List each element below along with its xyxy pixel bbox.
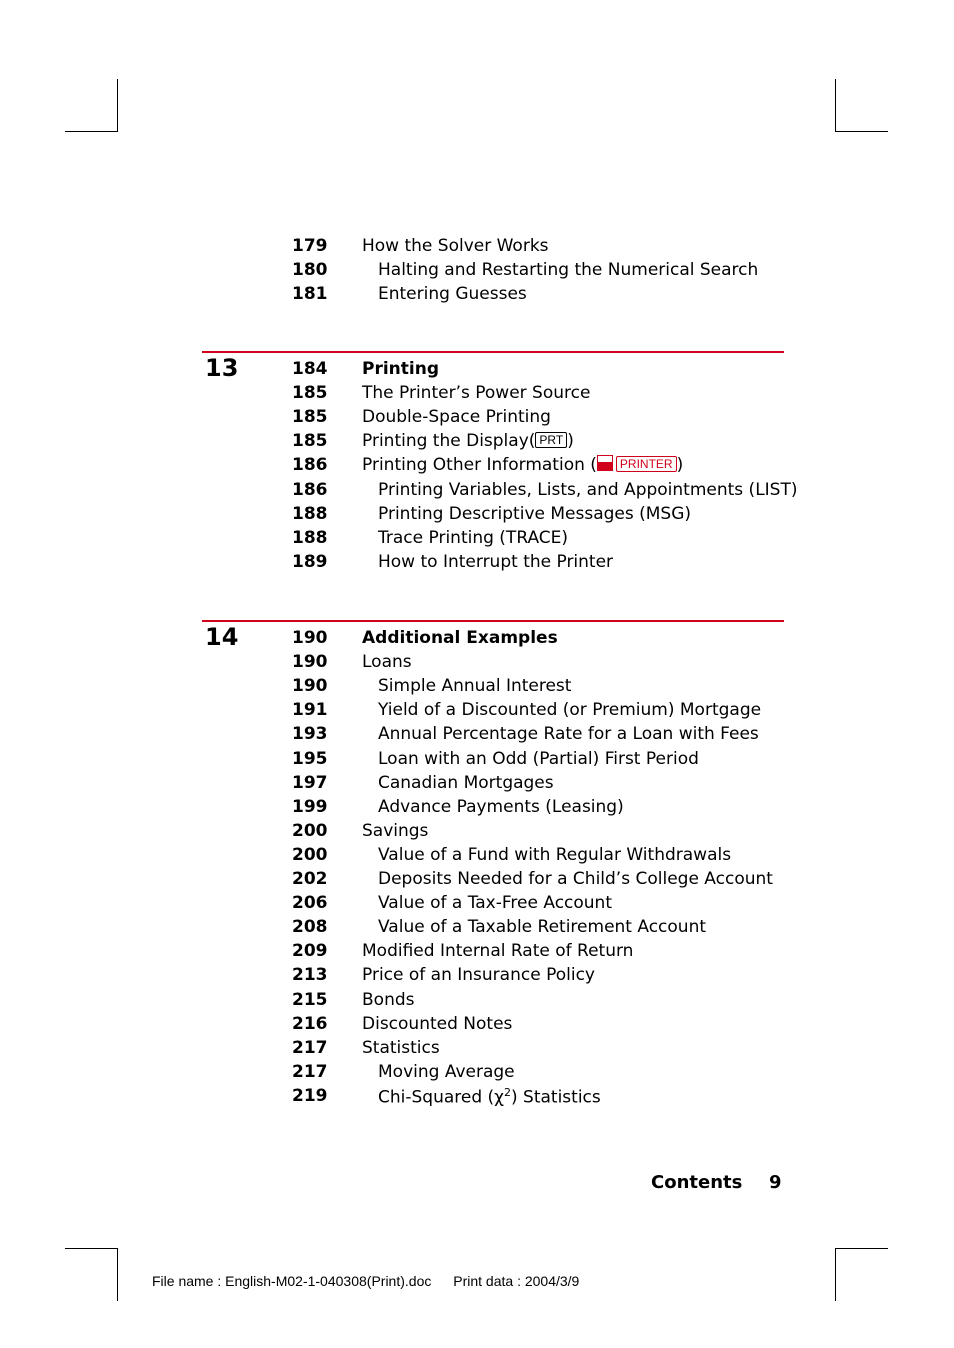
toc-page-number: 185 <box>292 407 328 428</box>
toc-entry-title: Loans <box>362 652 412 673</box>
toc-entry-title: Bonds <box>362 989 415 1010</box>
toc-entry-title: Discounted Notes <box>362 1013 513 1034</box>
toc-title-suffix: ) Statistics <box>511 1087 601 1108</box>
toc-page-number: 190 <box>292 676 328 697</box>
toc-title-prefix: Printing the Display( <box>362 431 536 452</box>
toc-entry-title: Price of an Insurance Policy <box>362 965 595 986</box>
toc-page-number: 209 <box>292 941 328 962</box>
crop-mark-top-right-v <box>835 79 836 132</box>
toc-page-number: 185 <box>292 431 328 452</box>
toc-title-suffix: ) <box>567 431 574 452</box>
toc-page-number: 208 <box>292 917 328 938</box>
crop-mark-bottom-left-v <box>117 1248 118 1301</box>
toc-page-number: 190 <box>292 652 328 673</box>
toc-entry-title: Printing <box>362 359 439 379</box>
superscript: 2 <box>504 1085 511 1099</box>
toc-entry-title: Simple Annual Interest <box>378 676 572 697</box>
toc-entry-title: Value of a Tax-Free Account <box>378 893 612 914</box>
toc-entry-title: Modified Internal Rate of Return <box>362 941 634 962</box>
file-name: File name : English-M02-1-040308(Print).doc <box>152 1273 432 1289</box>
toc-entry-title: Printing Variables, Lists, and Appointments (LIST) <box>378 479 798 500</box>
toc-entry-title: Loan with an Odd (Partial) First Period <box>378 748 699 769</box>
toc-page-number: 200 <box>292 820 328 841</box>
toc-entry-title <box>378 1086 601 1108</box>
toc-page-number: 217 <box>292 1037 328 1058</box>
toc-page-number: 206 <box>292 893 328 914</box>
toc-page-number: 195 <box>292 748 328 769</box>
crop-mark-top-right-h <box>835 131 888 132</box>
toc-page-number: 219 <box>292 1085 328 1106</box>
toc-page-number: 180 <box>292 260 328 281</box>
toc-page-number: 186 <box>292 455 328 476</box>
crop-mark-bottom-right-h <box>835 1248 888 1249</box>
toc-entry-title: How the Solver Works <box>362 236 549 256</box>
toc-page-number: 217 <box>292 1061 328 1082</box>
toc-entry-title: Halting and Restarting the Numerical Search <box>378 260 759 281</box>
chapter-rule <box>202 620 784 622</box>
toc-page-number: 184 <box>292 359 328 379</box>
toc-entry-title: Printing Descriptive Messages (MSG) <box>378 503 692 524</box>
shift-key-icon <box>597 455 613 471</box>
toc-entry-title: Moving Average <box>378 1061 515 1082</box>
toc-entry-title <box>362 431 574 451</box>
toc-entry-title: How to Interrupt the Printer <box>378 551 614 572</box>
toc-entry-title: Canadian Mortgages <box>378 772 554 793</box>
toc-page-number: 188 <box>292 527 328 548</box>
toc-entry-title: Deposits Needed for a Child’s College Account <box>378 869 773 889</box>
footer-page-number: 9 <box>769 1172 782 1193</box>
toc-entry-title: Trace Printing (TRACE) <box>378 527 569 548</box>
file-info <box>152 1273 597 1289</box>
footer-section-title: Contents <box>651 1172 743 1193</box>
toc-page-number: 193 <box>292 724 328 745</box>
toc-page-number: 181 <box>292 284 328 305</box>
toc-page-number: 215 <box>292 989 328 1010</box>
toc-page-number: 179 <box>292 236 328 256</box>
toc-page-number: 186 <box>292 479 328 500</box>
toc-entry-title: Yield of a Discounted (or Premium) Mortgage <box>378 700 762 721</box>
toc-page-number: 213 <box>292 965 328 986</box>
toc-page-number: 200 <box>292 844 328 865</box>
chapter-rule <box>202 351 784 353</box>
crop-mark-top-left-v <box>117 79 118 132</box>
print-date: Print data : 2004/3/9 <box>453 1273 580 1289</box>
toc-entry-title: Double-Space Printing <box>362 407 551 428</box>
prt-key: PRT <box>535 432 567 448</box>
toc-title-prefix: Chi-Squared (χ <box>378 1087 504 1108</box>
toc-entry-title: Entering Guesses <box>378 284 527 305</box>
toc-page-number: 197 <box>292 772 328 793</box>
toc-entry-title <box>362 455 683 475</box>
toc-entry-title: Additional Examples <box>362 628 558 648</box>
crop-mark-bottom-left-h <box>65 1248 118 1249</box>
toc-entry-title: Statistics <box>362 1037 440 1058</box>
printer-key: PRINTER <box>616 456 677 472</box>
toc-entry-title: Value of a Fund with Regular Withdrawals <box>378 844 732 865</box>
toc-page-number: 191 <box>292 700 328 721</box>
toc-page-number: 202 <box>292 869 328 889</box>
toc-page-number: 185 <box>292 383 328 404</box>
chapter-number: 14 <box>205 623 239 651</box>
toc-page-number: 189 <box>292 551 328 572</box>
toc-entry-title: Advance Payments (Leasing) <box>378 796 624 817</box>
toc-page-number: 199 <box>292 796 328 817</box>
toc-page-number: 216 <box>292 1013 328 1034</box>
crop-mark-top-left-h <box>65 131 118 132</box>
toc-entry-title: Annual Percentage Rate for a Loan with Fees <box>378 724 759 745</box>
toc-page-number: 190 <box>292 628 328 648</box>
toc-entry-title: Value of a Taxable Retirement Account <box>378 917 707 938</box>
toc-title-prefix: Printing Other Information ( <box>362 455 597 476</box>
toc-title-suffix: ) <box>676 455 684 476</box>
toc-entry-title: The Printer’s Power Source <box>362 383 591 404</box>
chapter-number: 13 <box>205 354 239 382</box>
toc-page-number: 188 <box>292 503 328 524</box>
crop-mark-bottom-right-v <box>835 1248 836 1301</box>
toc-entry-title: Savings <box>362 820 429 841</box>
